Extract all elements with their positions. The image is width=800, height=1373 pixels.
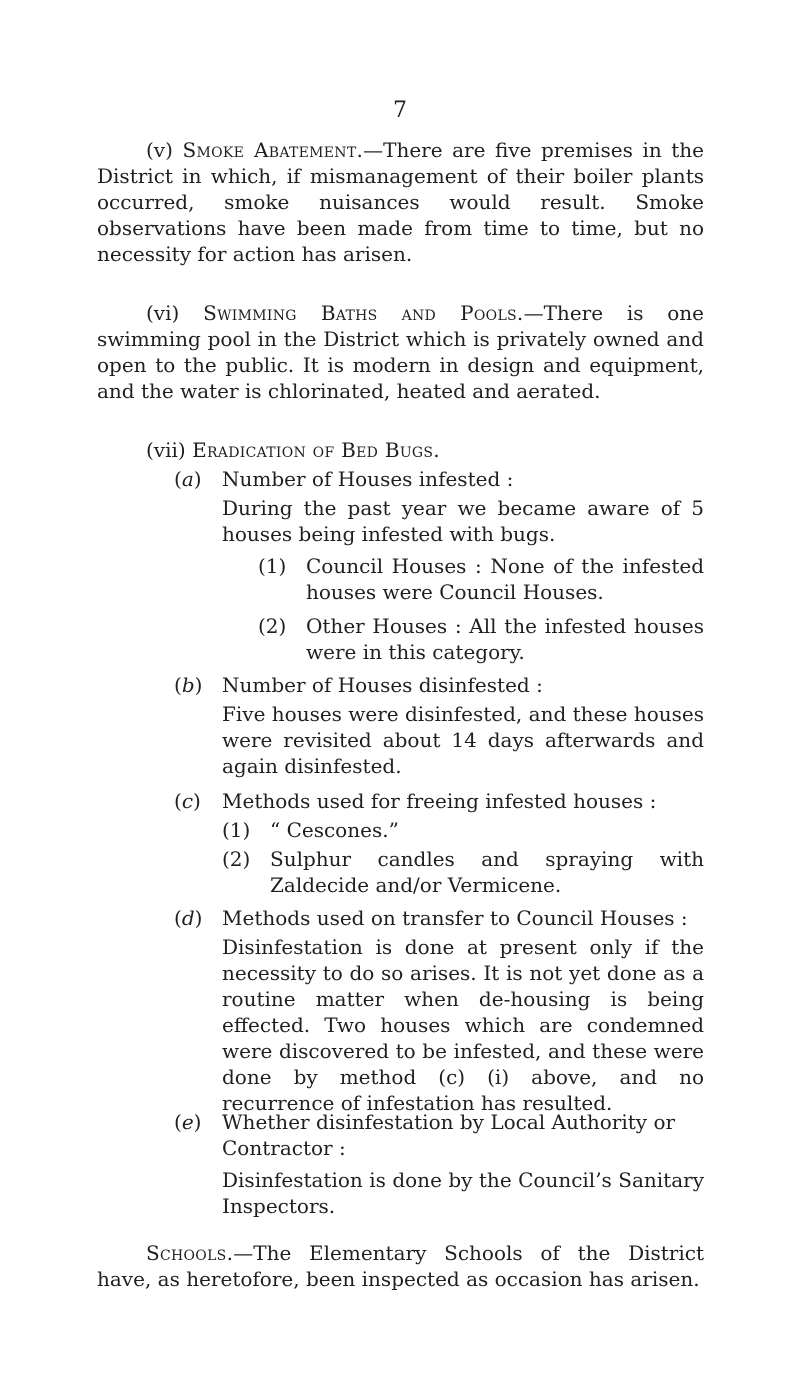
section-number: (vi) [146, 301, 180, 325]
swimming-pools-paragraph [97, 300, 704, 404]
item-letter: a [181, 467, 194, 491]
item-a-sub-2-number: (2) [258, 614, 287, 638]
item-c-sub-2-text: Sulphur candles and spraying with Zaldecide and/or Vermicene. [270, 847, 704, 897]
section-text: There is one swimming pool in the District which is privately owned and open to the public. It is modern in design and equipment, and the water is chlorinated, heated and aerated. [97, 301, 705, 403]
item-letter: d [181, 906, 195, 930]
section-number: (vii) [146, 438, 186, 462]
dash: — [523, 301, 544, 325]
item-a-sub-1-number: (1) [258, 554, 287, 578]
section-title: Eradication of Bed Bugs. [192, 438, 440, 462]
section-text: There are five premises in the District in which, if mismanagement of their boiler plants occurred, smoke nuisances would result. Smoke observations have been made from time to time, but no necessity for action has arisen. [97, 138, 705, 266]
section-title: Swimming Baths and Pools. [203, 301, 524, 325]
item-e-title: Whether disinfestation by Local Authority or Contractor : [222, 1110, 676, 1160]
section-text: The Elementary Schools of the District have, as heretofore, been inspected as occasion has arisen. [97, 1241, 704, 1291]
item-a-title: Number of Houses infested : [222, 467, 514, 491]
item-c-title: Methods used for freeing infested houses : [222, 789, 657, 813]
item-b-label: (b) [174, 673, 203, 697]
item-c-sub-1-text: “ Cescones.” [270, 818, 399, 842]
dash: — [233, 1241, 254, 1265]
item-b-text: Five houses were disinfested, and these houses were revisited about 14 days afterwards and again disinfested. [222, 702, 704, 778]
schools-paragraph [97, 1240, 704, 1292]
item-b-title: Number of Houses disinfested : [222, 673, 543, 697]
item-a-sub-2-text: Other Houses : All the infested houses were in this category. [306, 614, 704, 664]
item-c-sub-2-number: (2) [222, 847, 251, 871]
item-d-text: Disinfestation is done at present only if the necessity to do so arises. It is not yet done as a routine matter when de-housing is being effected. Two houses which are condemned were discovered to be infested, and these were done by method (c) (i) above, and no recurrence of infestation has resulted. [222, 935, 704, 1115]
section-title: Schools. [146, 1241, 234, 1265]
item-c-label: (c) [174, 789, 201, 813]
item-d-label: (d) [174, 906, 203, 930]
page-number: 7 [393, 98, 407, 123]
dash: — [363, 138, 384, 162]
item-d-title: Methods used on transfer to Council Houses : [222, 906, 688, 930]
item-letter: e [181, 1110, 194, 1134]
bed-bugs-heading [146, 437, 440, 463]
item-c-sub-1-number: (1) [222, 818, 251, 842]
item-e-label: (e) [174, 1110, 202, 1134]
item-a-sub-1-text: Council Houses : None of the infested houses were Council Houses. [306, 554, 704, 604]
item-letter: c [181, 789, 194, 813]
section-number: (v) [146, 138, 173, 162]
item-a-label: (a) [174, 467, 202, 491]
section-title: Smoke Abatement. [182, 138, 364, 162]
item-e-text: Disinfestation is done by the Council’s Sanitary Inspectors. [222, 1168, 704, 1218]
item-letter: b [181, 673, 195, 697]
item-a-text: During the past year we became aware of 5 houses being infested with bugs. [222, 496, 704, 546]
smoke-abatement-paragraph [97, 137, 704, 267]
